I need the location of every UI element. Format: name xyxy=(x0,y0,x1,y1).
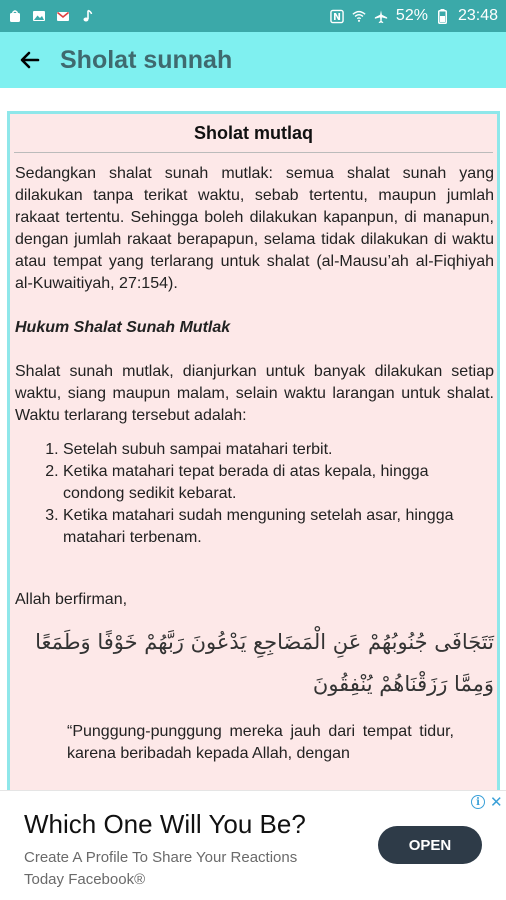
airplane-icon xyxy=(374,9,388,23)
article-title: Sholat mutlaq xyxy=(193,123,313,143)
list-item: 2. Ketika matahari tepat berada di atas kepala, hingga condong sedikit kebarat. xyxy=(63,461,494,505)
article-scroll-area[interactable] xyxy=(0,88,506,790)
system-status xyxy=(330,7,498,25)
close-icon[interactable]: ✕ xyxy=(490,794,503,811)
ad-title[interactable]: Which One Will You Be? xyxy=(24,809,306,839)
svg-text:N: N xyxy=(333,11,341,23)
notification-icons xyxy=(8,9,94,23)
verse-translation: “Punggung-punggung mereka jauh dari tempat tidur, karena beribadah kepada Allah, dengan xyxy=(67,723,454,762)
clock: 23:48 xyxy=(457,7,498,24)
law-paragraph: Shalat sunah mutlak, dianjurkan untuk banyak dilakukan setiap waktu, siang maupun malam, selain waktu larangan untuk shalat. Waktu terlarang tersebut adalah: xyxy=(15,363,494,424)
section-heading: Hukum Shalat Sunah Mutlak xyxy=(15,319,231,336)
battery-percent: 52% xyxy=(395,7,428,24)
ad-description xyxy=(24,847,297,891)
article-body xyxy=(10,163,497,765)
back-button[interactable] xyxy=(0,32,60,88)
title-divider xyxy=(14,152,493,153)
status-bar xyxy=(0,0,506,32)
wifi-icon xyxy=(352,9,366,23)
open-button[interactable]: OPEN xyxy=(378,826,482,864)
nfc-icon xyxy=(330,9,344,23)
ad-banner[interactable] xyxy=(0,790,506,900)
intro-paragraph: Sedangkan shalat sunah mutlak: semua shalat sunah yang dilakukan tanpa terikat waktu, sebab tertentu, maupun jumlah rakaat tertentu. Sehingga boleh dilakukan kapanpun, di manapun, dengan jumlah rakaat berapapun, selama tidak dilakukan di waktu atau tempat yang terlarang untuk shalat (al-Mausu’ah al-Fiqhiyah al-Kuwaitiyah, 27:154). xyxy=(15,165,494,292)
battery-icon xyxy=(436,9,450,23)
list-item: 1. Setelah subuh sampai matahari terbit. xyxy=(63,439,494,461)
ad-description-line: Today Facebook® xyxy=(24,871,146,888)
gallery-icon xyxy=(32,9,46,23)
app-bar xyxy=(0,32,506,88)
page-title: Sholat sunnah xyxy=(60,45,233,74)
ad-description-line: Create A Profile To Share Your Reactions xyxy=(24,849,298,866)
allah-says-text: Allah berfirman, xyxy=(15,591,128,608)
article-card xyxy=(7,111,500,790)
arrow-left-icon xyxy=(18,48,42,72)
arabic-verse: تَتَجَافَى جُنُوبُهُمْ عَنِ الْمَضَاجِعِ يَدْعُونَ رَبَّهُمْ خَوْفًا وَطَمَعًا وَمِمَّا رَزَقْنَاهُمْ يُنْفِقُونَ xyxy=(35,630,494,696)
music-note-icon xyxy=(80,9,94,23)
list-item: 3. Ketika matahari sudah menguning setelah asar, hingga matahari terbenam. xyxy=(63,505,494,549)
info-icon[interactable]: i xyxy=(471,795,485,809)
forbidden-times-list xyxy=(37,439,494,549)
mail-icon xyxy=(56,9,70,23)
shopping-bag-icon xyxy=(8,9,22,23)
